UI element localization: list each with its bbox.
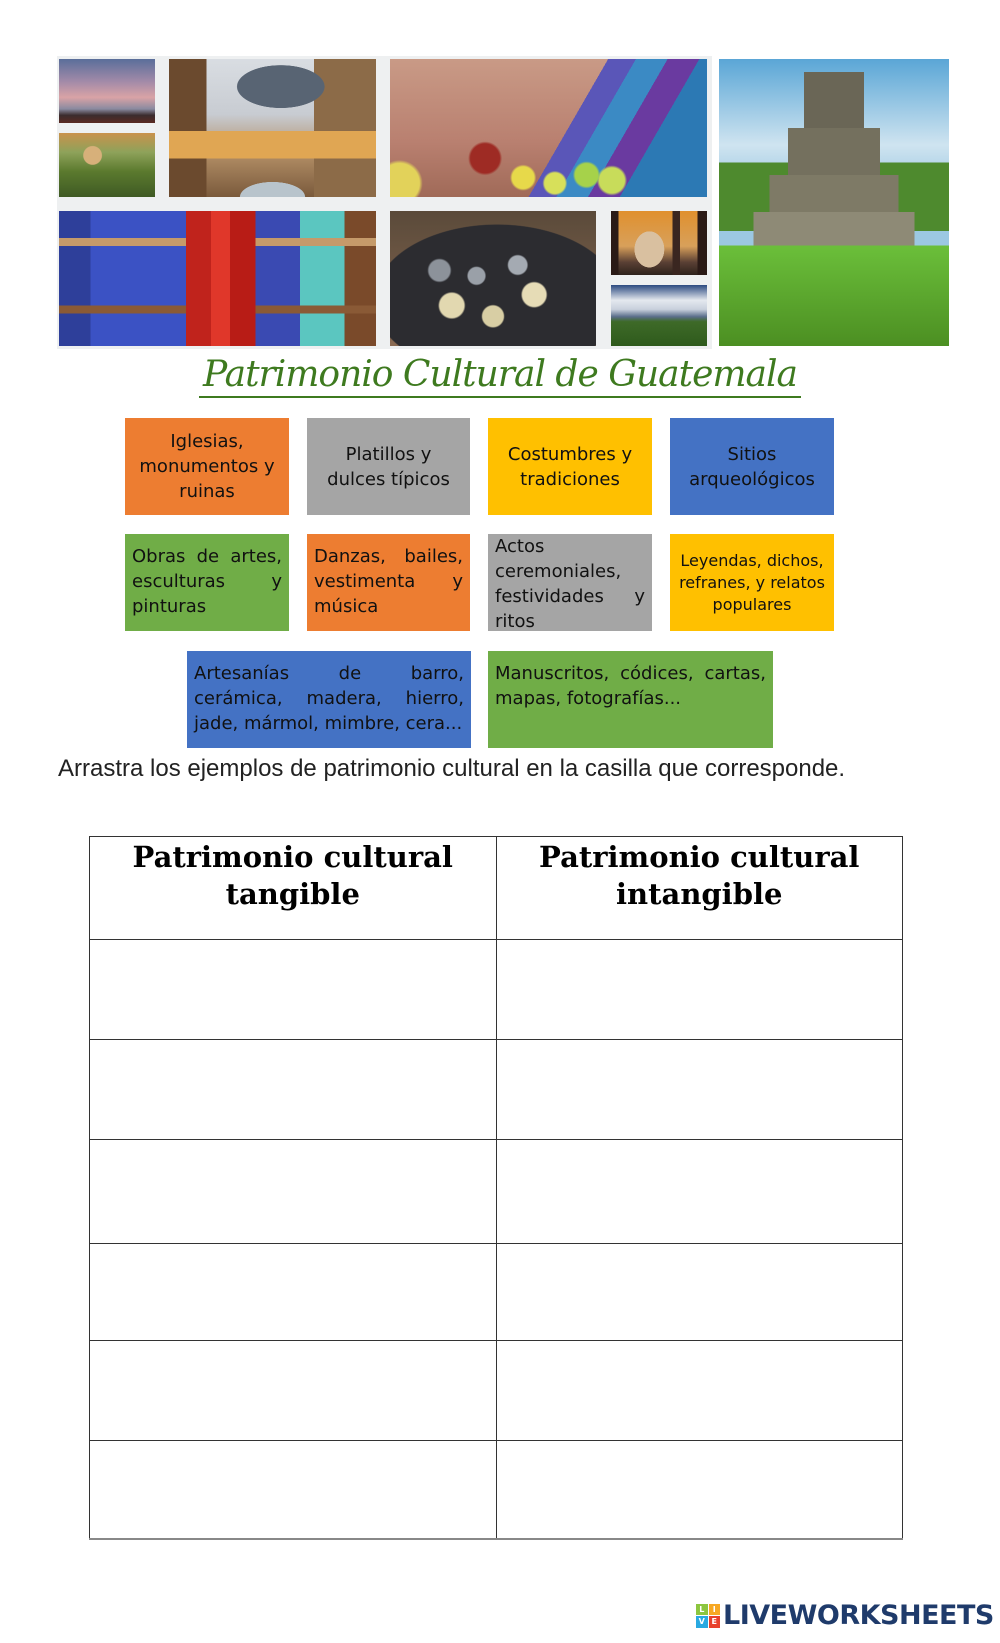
drop-zone-tangible-2[interactable]: [90, 1040, 497, 1140]
table-row: [90, 1441, 903, 1540]
drop-zone-intangible-3[interactable]: [496, 1140, 903, 1244]
drop-zone-intangible-1[interactable]: [496, 940, 903, 1040]
tile-actos-ceremoniales[interactable]: Actos ceremoniales, festividades y ritos: [488, 534, 652, 631]
drop-zone-intangible-5[interactable]: [496, 1341, 903, 1441]
tile-obras-de-arte[interactable]: Obras de artes, esculturas y pinturas: [125, 534, 289, 631]
liveworksheets-logo: [696, 1600, 994, 1631]
header-tangible: Patrimonio cultural tangible: [90, 837, 497, 940]
drop-zone-tangible-5[interactable]: [90, 1341, 497, 1441]
tile-sitios-arqueologicos[interactable]: Sitios arqueológicos: [670, 418, 834, 515]
table-row: [90, 940, 903, 1040]
tile-manuscritos[interactable]: Manuscritos, códices, cartas, mapas, fotografías...: [488, 651, 773, 748]
tile-artesanias[interactable]: Artesanías de barro, cerámica, madera, hierro, jade, mármol, mimbre, cera...: [187, 651, 471, 748]
logo-text: LIVEWORKSHEETS: [723, 1600, 994, 1631]
photo-collage: [0, 0, 1000, 350]
logo-mark-icon: L I V E: [696, 1604, 720, 1628]
table-row: [90, 1040, 903, 1140]
tile-platillos-dulces[interactable]: Platillos y dulces típicos: [307, 418, 470, 515]
tile-costumbres-tradiciones[interactable]: Costumbres y tradiciones: [488, 418, 652, 515]
drop-zone-tangible-1[interactable]: [90, 940, 497, 1040]
photo-santa-catalina-arch: [169, 59, 376, 197]
drop-zone-intangible-4[interactable]: [496, 1244, 903, 1341]
tile-leyendas-dichos[interactable]: Leyendas, dichos, refranes, y relatos populares: [670, 534, 834, 631]
table-header-row: [90, 837, 903, 940]
drop-zone-tangible-6[interactable]: [90, 1441, 497, 1540]
header-intangible: Patrimonio cultural intangible: [496, 837, 903, 940]
table-row: [90, 1140, 903, 1244]
photo-coffee-farmer: [59, 133, 155, 197]
drop-table: [89, 836, 903, 1540]
instruction-text: Arrastra los ejemplos de patrimonio cultural en la casilla que corresponde.: [58, 755, 846, 782]
drop-zone-tangible-3[interactable]: [90, 1140, 497, 1244]
photo-cathedral: [611, 211, 707, 275]
photo-landscape: [611, 285, 707, 346]
table-row: [90, 1341, 903, 1441]
drop-zone-intangible-6[interactable]: [496, 1441, 903, 1540]
tile-iglesias-monumentos[interactable]: Iglesias, monumentos y ruinas: [125, 418, 289, 515]
page-title-text: Patrimonio Cultural de Guatemala: [199, 354, 801, 398]
tile-danzas-bailes[interactable]: Danzas, bailes, vestimenta y música: [307, 534, 470, 631]
photo-ingredients: [390, 59, 707, 197]
photo-tikal-temple: [719, 59, 949, 346]
photo-weaver: [59, 211, 376, 346]
drop-zone-tangible-4[interactable]: [90, 1244, 497, 1341]
photo-sunset-sky: [59, 59, 155, 123]
page-title: [0, 354, 1000, 395]
drop-zone-intangible-2[interactable]: [496, 1040, 903, 1140]
table-row: [90, 1244, 903, 1341]
photo-tortillas: [390, 211, 596, 346]
